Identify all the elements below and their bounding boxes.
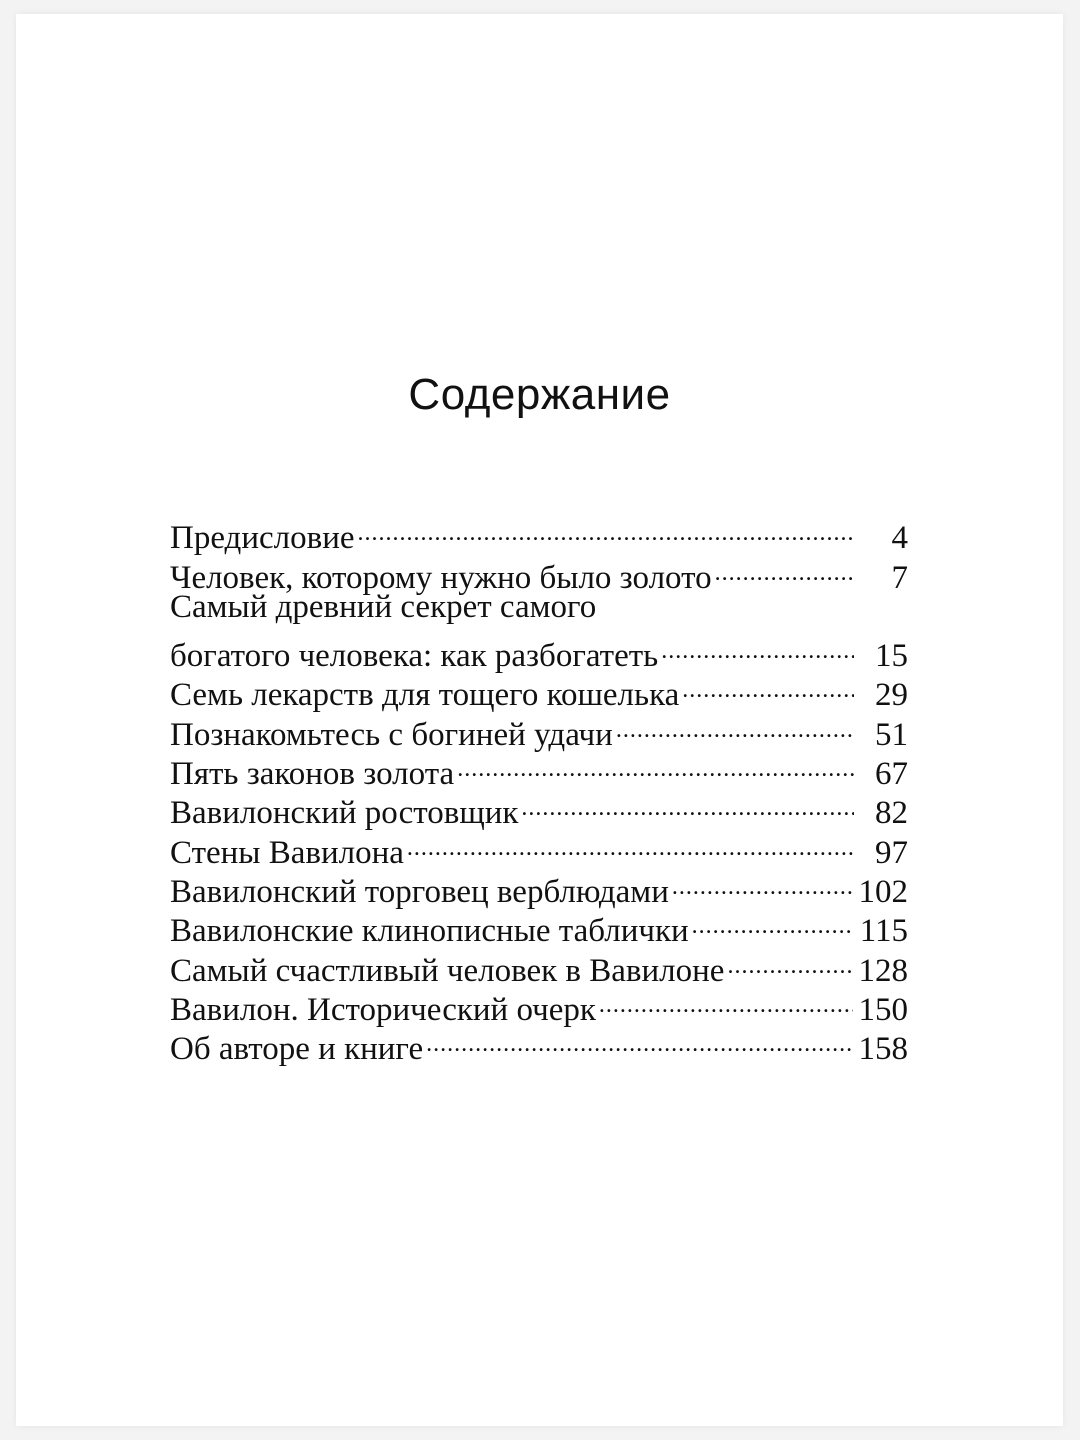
toc-entry-page: 97 (875, 834, 908, 871)
dot-leader (672, 863, 853, 902)
book-page (16, 14, 1063, 1426)
page-title: Содержание (408, 370, 671, 419)
toc-entry-title: Семь лекарств для тощего кошелька (170, 677, 680, 714)
toc-entry-page: 158 (858, 1031, 908, 1068)
toc-entry-page: 115 (859, 913, 908, 950)
toc-entry-page: 67 (875, 756, 908, 793)
toc-entry-page: 102 (858, 873, 908, 910)
dot-leader (358, 509, 855, 548)
dot-leader (692, 902, 854, 941)
toc-entry-page: 51 (875, 716, 908, 753)
toc-entry-title: Вавилонский торговец верблюдами (170, 873, 669, 910)
dot-leader (715, 548, 854, 587)
toc-entry-first-line (170, 588, 908, 627)
toc-entry-title: Предисловие (170, 520, 355, 557)
table-of-contents (170, 509, 908, 1068)
dot-leader (682, 666, 854, 705)
toc-entry-page: 82 (875, 795, 908, 832)
dot-leader (457, 745, 854, 784)
dot-leader (727, 941, 852, 980)
toc-entry-page: 150 (858, 991, 908, 1028)
toc-entry-title: Познакомьтесь с богиней удачи (170, 716, 613, 753)
toc-entry-page: 7 (891, 559, 908, 596)
dot-leader (599, 981, 853, 1020)
toc-entry-page: 15 (875, 638, 908, 675)
dot-leader (616, 705, 854, 744)
toc-entry-title: Пять законов золота (170, 756, 455, 793)
dot-leader (521, 784, 854, 823)
toc-entry-page: 4 (891, 520, 908, 557)
toc-entry (170, 509, 908, 557)
dot-leader (661, 627, 854, 666)
toc-entry-title: Стены Вавилона (170, 834, 404, 871)
toc-entry-title-continuation: богатого человека: как разбогатеть (170, 638, 659, 675)
toc-entry-page: 128 (858, 952, 908, 989)
toc-entry-title: Вавилон. Исторический очерк (170, 991, 596, 1028)
toc-entry-title: Вавилонские клинописные таблички (170, 913, 689, 950)
toc-entry-title: Об авторе и книге (170, 1031, 424, 1068)
toc-entry (170, 627, 908, 675)
toc-entry-title: Вавилонский ростовщик (170, 795, 519, 832)
toc-entry-title: Самый счастливый человек в Вавилоне (170, 952, 725, 989)
toc-entry-title: Человек, которому нужно было золото (170, 559, 712, 596)
toc-entry-title: Самый древний секрет самого (170, 588, 597, 625)
dot-leader (426, 1020, 852, 1059)
toc-entry-page: 29 (875, 677, 908, 714)
dot-leader (407, 823, 854, 862)
